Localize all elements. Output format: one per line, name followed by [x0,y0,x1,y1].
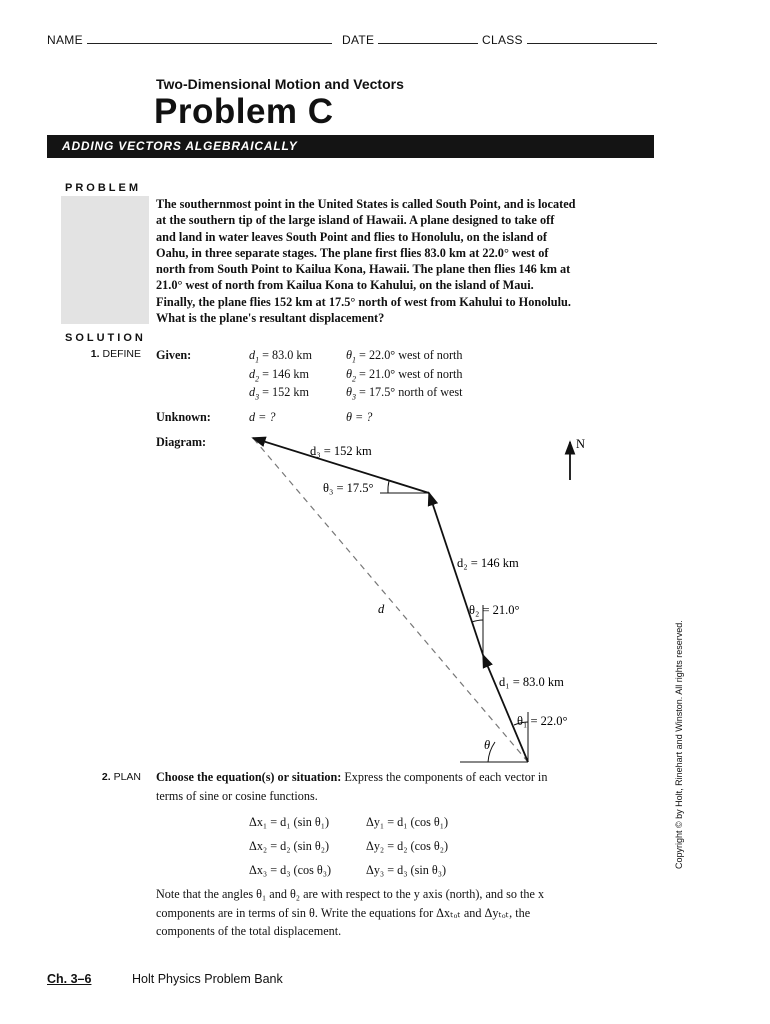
diagram-label: Diagram: [156,435,207,449]
plan-note-line-2: components are in terms of sin θ. Write the equations for Δxₜₒₜ and Δyₜₒₜ, the [156,905,531,920]
d1-label: d₁ = 83.0 km [499,675,564,689]
vector-d2-arrow [429,493,483,655]
copyright-notice: Copyright © by Holt, Rinehart and Winston. All rights reserved. [674,620,684,869]
plan-instruction-line-1 [156,768,586,787]
choose-equation-label: Choose the equation(s) or situation: [156,770,342,784]
resultant-d-label: d [378,602,385,616]
banner-text: ADDING VECTORS ALGEBRAICALLY [62,139,298,153]
d2-label: d₂ = 146 km [457,556,519,570]
choose-equation-text: Express the components of each vector in [341,770,548,784]
delta-y-equation-3: Δy₃ = d₃ (sin θ₃) [366,863,447,877]
plan-step [61,771,141,783]
north-label: N [576,437,586,451]
plan-step-label: PLAN [113,771,141,783]
chapter-page-number: Ch. 3–6 [47,972,92,986]
define-step-number: 1. [90,348,100,360]
chapter-subtitle: Two-Dimensional Motion and Vectors [156,76,404,92]
theta1-label: θ₁ = 22.0° [517,714,568,728]
unknown-theta: θ = ? [346,410,373,424]
plan-note [156,885,596,941]
solution-label: SOLUTION [65,332,146,344]
given-angle-1: $\theta_1 = 22.0^\circ$ west of north [346,348,463,365]
unknown-d: d = ? [249,410,276,424]
delta-y-equation-1: Δy₁ = d₁ (cos θ₁) [366,815,449,829]
plan-instruction-line-2: terms of sine or cosine functions. [156,788,318,803]
delta-y-equation-2: Δy₂ = d₂ (cos θ₂) [366,839,449,853]
theta-label: θ [484,738,491,752]
plan-note-line-3: components of the total displacement. [156,924,342,938]
page-title: Problem C [154,92,334,131]
unknown-label: Unknown: [156,410,211,424]
define-step-label: DEFINE [102,348,141,360]
problem-label: PROBLEM [65,182,141,194]
theta3-arc [388,481,389,493]
d3-label: d₃ = 152 km [310,444,372,458]
date-label: DATE [342,33,375,47]
delta-x-equation-2: Δx₂ = d₂ (sin θ₂) [249,839,330,853]
given-angle-2: $\theta_2 = 21.0^\circ$ west of north [346,366,463,383]
name-label: NAME [47,33,83,47]
given-label: Given: [156,348,192,362]
plan-note-line-1: Note that the angles θ₁ and θ₂ are with respect to the y axis (north), and so the x [156,887,545,901]
given-distance-2: $d_2 = 146$ km [249,366,309,383]
theta3-label: θ₃ = 17.5° [323,481,374,495]
resultant-vector-d [253,438,528,762]
problem-text: The southernmost point in the United States is called South Point, and is located at the southern tip of the large island of Hawaii. A plane designed to take off and land in water leaves South Point and flies to Honolulu, on the island of Oahu, in three separate stages. The plane first flies 83.0 km at 22.0° west of north from South Point to Kailua Kona, Hawaii. The plane then flies 146 km at 21.0° west of north from Kailua Kona to Kahului, on the island of Maui. Finally, the plane flies 152 km at 17.5° north of west from Kahului to Honolulu. What is the plane's resultant displacement? [156,197,576,326]
class-label: CLASS [482,33,523,47]
delta-x-equation-1: Δx₁ = d₁ (sin θ₁) [249,815,330,829]
plan-instruction [156,768,586,805]
given-distance-1: $d_1 = 83.0$ km [249,348,313,365]
given-angle-3: $\theta_3 = 17.5^\circ$ north of west [346,385,463,402]
given-distance-3: $d_3 = 152$ km [249,385,309,402]
theta2-label: θ₂ = 21.0° [469,603,520,617]
book-title: Holt Physics Problem Bank [132,972,283,986]
delta-x-equation-3: Δx₃ = d₃ (cos θ₃) [249,863,332,877]
plan-step-number: 2. [101,771,111,783]
theta2-arc [472,620,483,622]
